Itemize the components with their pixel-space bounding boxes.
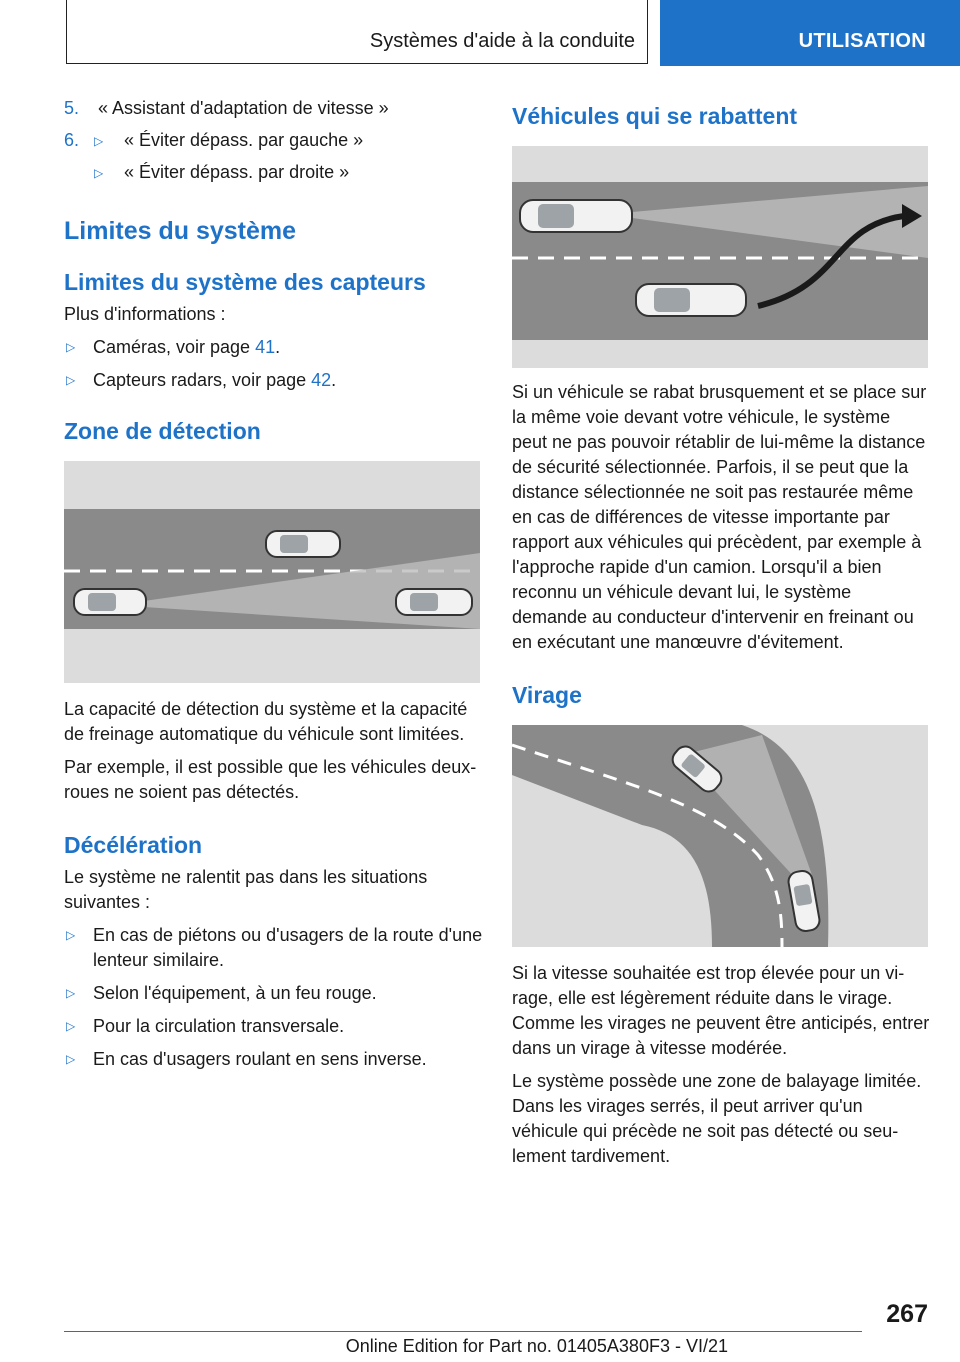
- period: .: [275, 337, 281, 357]
- bullet-triangle-icon: ▷: [94, 166, 104, 180]
- zone-paragraph-2: Par exemple, il est possible que les véhicules deux-roues ne soient pas détectés.: [64, 757, 477, 802]
- item-text: Capteurs radars, voir page: [93, 370, 312, 390]
- subsection-title-zone: Zone de détection: [64, 418, 261, 444]
- item-text: Caméras, voir page: [93, 337, 256, 357]
- bullet-triangle-icon: ▷: [66, 340, 76, 354]
- item-number: 5.: [64, 98, 80, 118]
- bullet-triangle-icon: ▷: [66, 928, 76, 942]
- car-icon: [266, 531, 340, 557]
- subsection-title-curve: Virage: [512, 682, 582, 708]
- car-icon: [396, 589, 472, 615]
- list-item-5: [64, 96, 484, 128]
- list-item-6: [64, 128, 484, 160]
- right-column: [512, 102, 930, 1169]
- curve-paragraph-1: Si la vitesse souhaitée est trop élevée pour un virage, elle est légèrement réduite dans le virage. Comme les virages ne peuvent être anticipés, entrer dans un virage à vitesse modérée.: [512, 963, 930, 1058]
- page-number: 267: [886, 1300, 928, 1328]
- item-text: En cas d'usagers roulant en sens inverse.: [93, 1049, 427, 1069]
- cut-in-illustration: [512, 146, 928, 368]
- deceleration-intro: Le système ne ralentit pas dans les situations suivantes :: [64, 867, 428, 912]
- item-text: En cas de piétons ou d'usagers de la route d'une lenteur similaire.: [93, 925, 483, 970]
- item-number: 6.: [64, 130, 80, 150]
- list-item: [64, 981, 484, 1006]
- list-item-cameras: [64, 335, 484, 360]
- subsection-title-cut-in: Véhicules qui se rabattent: [512, 103, 798, 129]
- car-icon: [520, 200, 632, 232]
- header-section-box: [66, 0, 648, 64]
- item-text: « Éviter dépass. par gauche »: [124, 130, 364, 150]
- footer-divider: [64, 1331, 862, 1332]
- list-item: [64, 923, 484, 973]
- left-column: [64, 96, 484, 1072]
- bullet-triangle-icon: ▷: [66, 986, 76, 1000]
- footer-edition: Online Edition for Part no. 01405A380F3 - VI/21: [345, 1336, 728, 1356]
- more-info-text: Plus d'informations :: [64, 304, 226, 324]
- bullet-triangle-icon: ▷: [66, 373, 76, 387]
- item-text: Pour la circulation transversale.: [93, 1016, 345, 1036]
- bullet-triangle-icon: ▷: [94, 134, 104, 148]
- bullet-triangle-icon: ▷: [66, 1052, 76, 1066]
- item-text: Selon l'équipement, à un feu rouge.: [93, 983, 377, 1003]
- section-title-limits: Limites du système: [64, 217, 297, 245]
- car-icon: [74, 589, 146, 615]
- curve-paragraph-2: Le système possède une zone de balayage limitée. Dans les virages serrés, il peut arriver qu'un véhicule qui précède ne soit pas détecté ou seulement tardivement.: [512, 1071, 922, 1166]
- list-item-6b: [64, 160, 484, 192]
- page-link-cameras[interactable]: 41: [255, 337, 276, 357]
- page-link-radars[interactable]: 42: [311, 370, 332, 390]
- car-icon: [636, 284, 746, 316]
- subsection-title-deceleration: Décélération: [64, 832, 203, 858]
- list-item: [64, 1014, 484, 1039]
- curve-illustration: [512, 725, 928, 947]
- bullet-triangle-icon: ▷: [66, 1019, 76, 1033]
- header-section-title: Systèmes d'aide à la conduite: [369, 30, 635, 52]
- header-chapter-tab: [660, 0, 960, 66]
- header-chapter-label: UTILISATION: [798, 30, 926, 52]
- item-text: « Éviter dépass. par droite »: [124, 162, 350, 182]
- subsection-title-sensors: Limites du système des capteurs: [64, 269, 426, 295]
- detection-zone-illustration: [64, 461, 480, 683]
- item-text: « Assistant d'adaptation de vitesse »: [98, 98, 389, 118]
- list-item-radars: [64, 368, 484, 393]
- period: .: [331, 370, 337, 390]
- list-item: [64, 1047, 484, 1072]
- zone-paragraph-1: La capacité de détection du système et la capacité de freinage automatique du véhicule sont limitées.: [64, 699, 468, 744]
- cut-in-paragraph: Si un véhicule se rabat brusquement et se place sur la même voie devant votre véhicule, le système peut ne pas pouvoir rétablir de lui-même la distance de sécurité sélectionnée. Parfois, il se peut que la distance sélectionnée ne soit pas restaurée même en cas de différences de vitesse importante par rapport aux véhicules qui précèdent, par exemple à l'approche rapide d'un camion. Lorsqu'il a bien reconnu un véhicule devant lui, le système demande au conducteur d'intervenir en freinant ou en exécutant une manœuvre d'évitement.: [512, 382, 927, 652]
